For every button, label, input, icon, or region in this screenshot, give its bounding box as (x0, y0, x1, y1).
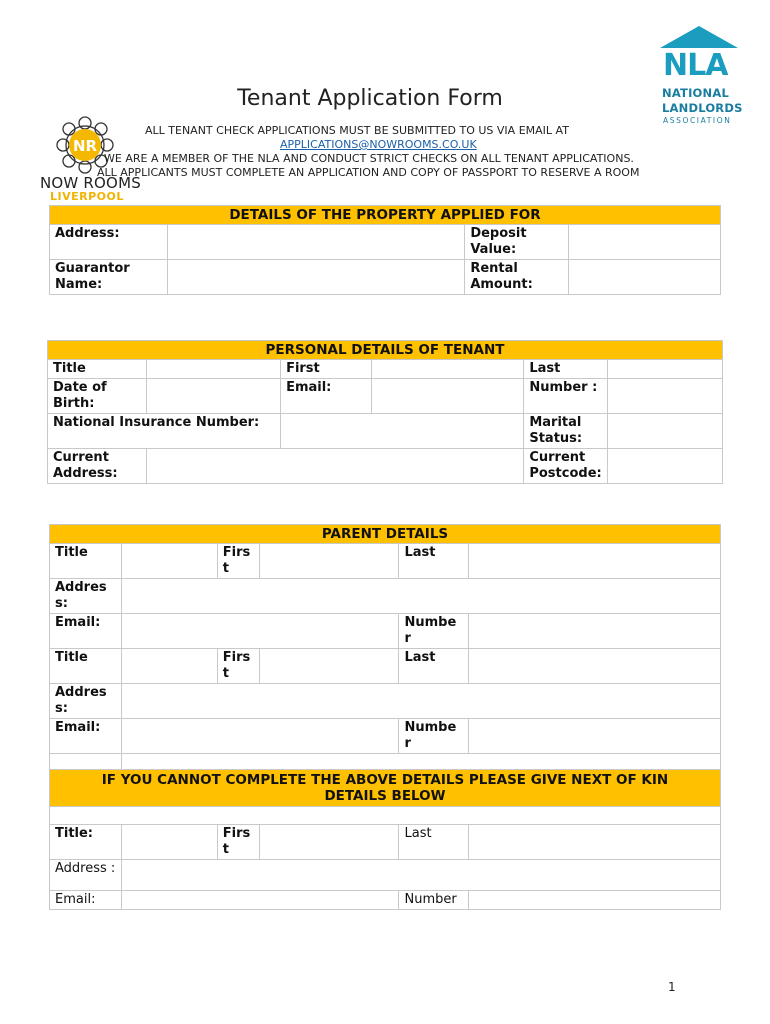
parent2-first-label: Firs t (217, 649, 259, 684)
last-name-label: Last (524, 360, 607, 379)
parent2-last-label: Last (399, 649, 469, 684)
address-field[interactable] (167, 225, 464, 260)
deposit-value-field[interactable] (569, 225, 721, 260)
current-address-field[interactable] (147, 449, 524, 484)
parent2-address-label: Addres s: (50, 684, 122, 719)
intro-line-1: ALL TENANT CHECK APPLICATIONS MUST BE SUBMITTED TO US VIA EMAIL AT (145, 124, 569, 137)
nok-email-field[interactable] (121, 891, 399, 910)
parent2-last-field[interactable] (469, 649, 721, 684)
email-field[interactable] (372, 379, 524, 414)
svg-text:NR: NR (72, 137, 98, 155)
parent2-number-label: Numbe r (399, 719, 469, 754)
parent2-title-field[interactable] (121, 649, 217, 684)
marital-status-field[interactable] (607, 414, 722, 449)
national-insurance-label: National Insurance Number: (48, 414, 281, 449)
page-number: 1 (668, 980, 676, 994)
email-label: Email: (281, 379, 372, 414)
parent2-email-label: Email: (50, 719, 122, 754)
nok-first-label: Firs t (217, 825, 259, 860)
parent2-number-field[interactable] (469, 719, 721, 754)
parent1-first-field[interactable] (259, 544, 399, 579)
date-of-birth-label: Date of Birth: (48, 379, 147, 414)
intro-line-3: ALL APPLICANTS MUST COMPLETE AN APPLICATION AND COPY OF PASSPORT TO RESERVE A ROOM (97, 166, 640, 179)
phone-number-field[interactable] (607, 379, 722, 414)
nowrooms-city: LIVERPOOL (50, 190, 124, 203)
parent-details-table (49, 524, 721, 910)
spacer-cell (50, 754, 122, 770)
current-address-label: Current Address: (48, 449, 147, 484)
guarantor-name-field[interactable] (167, 260, 464, 295)
rental-amount-field[interactable] (569, 260, 721, 295)
nok-number-field[interactable] (469, 891, 721, 910)
parent1-address-field[interactable] (121, 579, 720, 614)
nok-title-label: Title: (50, 825, 122, 860)
nla-line-landlords: LANDLORDS (662, 101, 743, 115)
last-name-field[interactable] (607, 360, 722, 379)
marital-status-label: Marital Status: (524, 414, 607, 449)
parent1-title-label: Title (50, 544, 122, 579)
parent1-title-field[interactable] (121, 544, 217, 579)
nok-address-label: Address : (50, 860, 122, 891)
nok-last-label: Last (399, 825, 469, 860)
phone-number-label: Number : (524, 379, 607, 414)
parent-section-heading: PARENT DETAILS (50, 525, 721, 544)
current-postcode-field[interactable] (607, 449, 722, 484)
first-name-field[interactable] (372, 360, 524, 379)
parent2-address-field[interactable] (121, 684, 720, 719)
parent1-last-label: Last (399, 544, 469, 579)
rental-amount-label: Rental Amount: (465, 260, 569, 295)
nok-title-field[interactable] (121, 825, 217, 860)
parent1-address-label: Addres s: (50, 579, 122, 614)
parent2-first-field[interactable] (259, 649, 399, 684)
spacer-cell (50, 807, 721, 825)
address-label: Address: (50, 225, 168, 260)
parent1-first-label: Firs t (217, 544, 259, 579)
title-field[interactable] (147, 360, 281, 379)
first-name-label: First (281, 360, 372, 379)
personal-section-heading: PERSONAL DETAILS OF TENANT (48, 341, 723, 360)
nok-first-field[interactable] (259, 825, 399, 860)
spacer-cell (121, 754, 720, 770)
nowrooms-name: NOW ROOMS (40, 174, 141, 192)
property-section-heading: DETAILS OF THE PROPERTY APPLIED FOR (50, 206, 721, 225)
guarantor-name-label: Guarantor Name: (50, 260, 168, 295)
property-details-table (49, 205, 721, 295)
nok-address-field[interactable] (121, 860, 720, 891)
nla-line-association: ASSOCIATION (663, 116, 732, 125)
parent1-number-field[interactable] (469, 614, 721, 649)
parent1-email-label: Email: (50, 614, 122, 649)
parent1-last-field[interactable] (469, 544, 721, 579)
applications-email-link[interactable]: APPLICATIONS@NOWROOMS.CO.UK (280, 138, 477, 151)
personal-details-table (47, 340, 723, 484)
nok-email-label: Email: (50, 891, 122, 910)
deposit-value-label: Deposit Value: (465, 225, 569, 260)
nok-number-label: Number (399, 891, 469, 910)
parent2-email-field[interactable] (121, 719, 399, 754)
next-of-kin-heading: IF YOU CANNOT COMPLETE THE ABOVE DETAILS PLEASE GIVE NEXT OF KIN DETAILS BELOW (50, 770, 721, 807)
page-title: Tenant Application Form (237, 86, 503, 111)
parent2-title-label: Title (50, 649, 122, 684)
nok-last-field[interactable] (469, 825, 721, 860)
current-postcode-label: Current Postcode: (524, 449, 607, 484)
national-insurance-field[interactable] (281, 414, 524, 449)
nla-line-national: NATIONAL (662, 86, 729, 100)
house-roof-icon (660, 26, 738, 48)
date-of-birth-field[interactable] (147, 379, 281, 414)
nla-acronym: NLA (663, 48, 728, 83)
parent1-number-label: Numbe r (399, 614, 469, 649)
intro-line-2: WE ARE A MEMBER OF THE NLA AND CONDUCT STRICT CHECKS ON ALL TENANT APPLICATIONS. (104, 152, 634, 165)
title-label: Title (48, 360, 147, 379)
parent1-email-field[interactable] (121, 614, 399, 649)
